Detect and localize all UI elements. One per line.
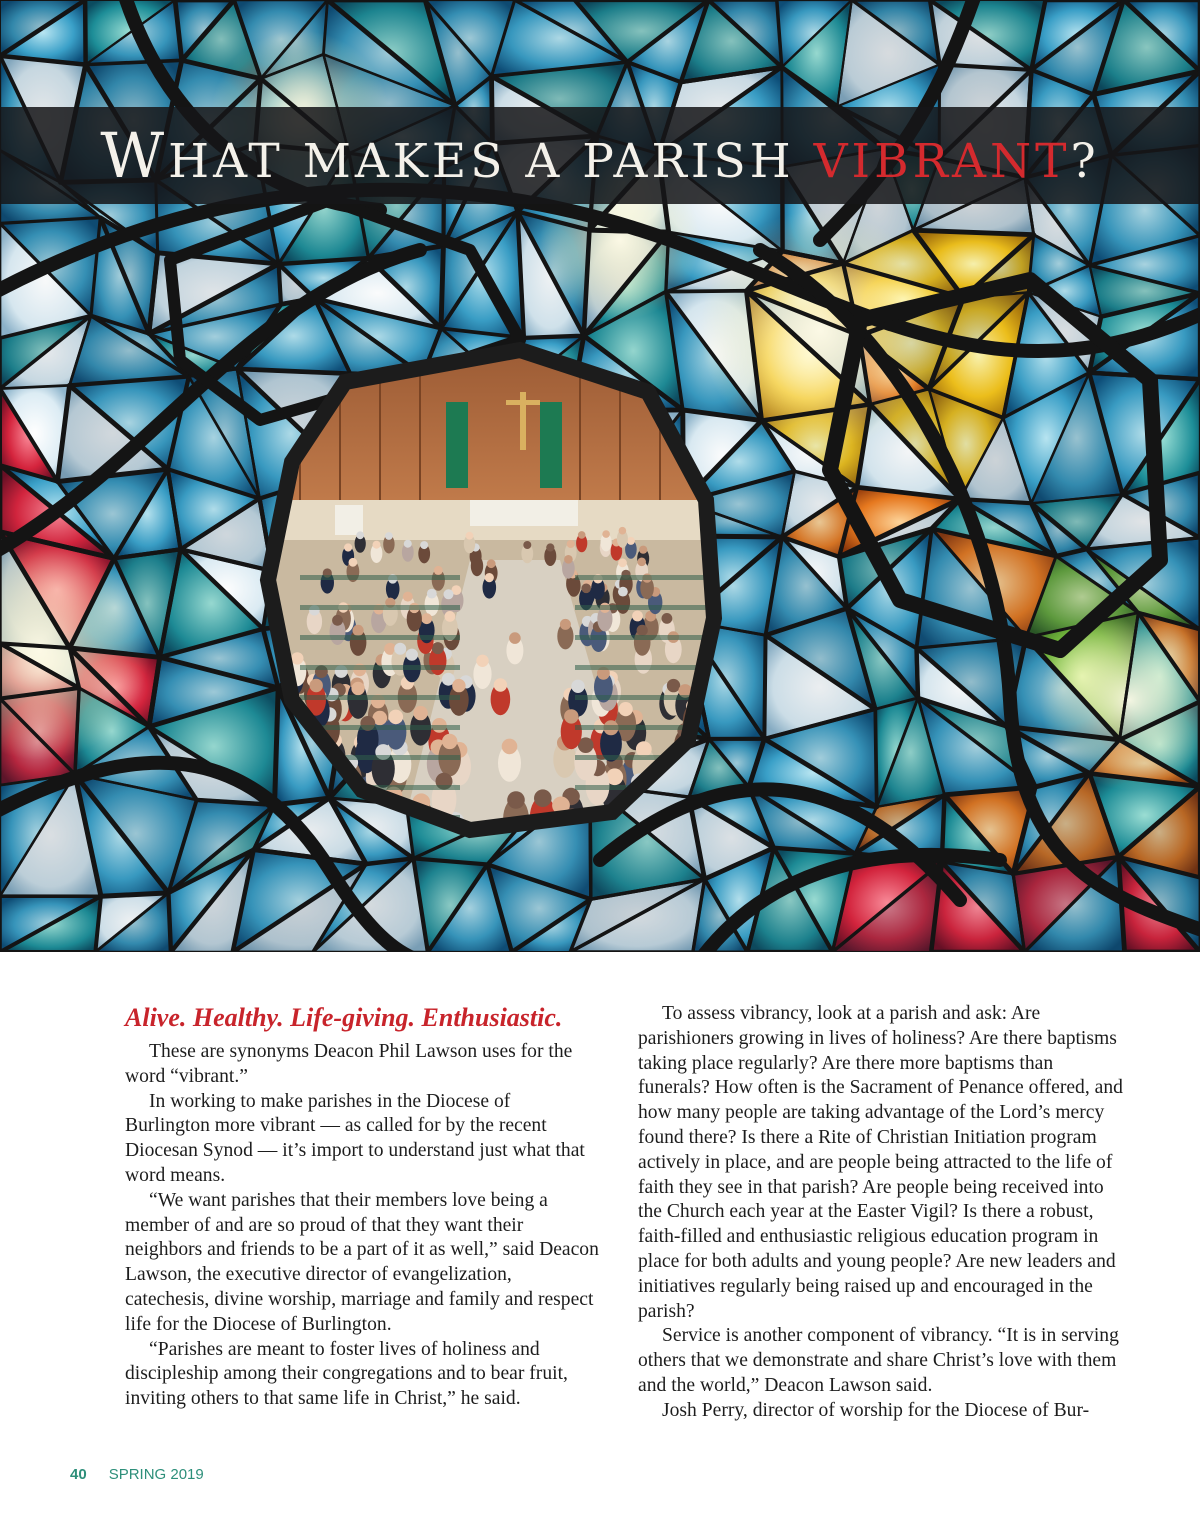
issue-label: SPRING 2019: [108, 1466, 204, 1483]
page-title: [0, 107, 1200, 204]
article-paragraph: “We want parishes that their members love being a member of and are so proud of that they want their neighbors and friends to be a part of it as well,” said Deacon Lawson, the executive director of evangelization, catechesis, divine worship, marriage and family and respect life for the Diocese of Burlington.: [125, 1189, 599, 1335]
article-column-right: [638, 1002, 1128, 1424]
title-accent-word: VIBRANT: [813, 134, 1071, 189]
article-paragraph: “Parishes are meant to foster lives of holiness and discipleship among their congregations and to bear fruit, inviting others to that same life in Christ,” he said.: [125, 1338, 568, 1410]
article-kicker: Alive. Healthy. Life-giving. Enthusiastic.: [125, 1003, 563, 1032]
article-paragraph: Service is another component of vibrancy. “It is in serving others that we demonstrate and share Christ’s love with them and the world,” Deacon Lawson said.: [638, 1325, 1119, 1396]
article-paragraph: To assess vibrancy, look at a parish and ask: Are parishioners growing in lives of holiness? Are there baptisms taking place regularly? Are there more baptisms than funerals? How often is the Sacrament of Penance offered, and how many people are taking advantage of the Lord’s mercy found there? Is there a Rite of Christian Initiation program actively in place, and are people being attracted to the life of faith they see in that parish? Are people being received into the Church each year at the Easter Vigil? Is there a robust, faith-filled and enthusiastic religious education program in place for both adults and young people? Are new leaders and initiatives regularly being raised up and encouraged in the parish?: [638, 1003, 1123, 1322]
page-footer: [70, 1466, 204, 1483]
article-column-left: [125, 1002, 600, 1412]
title-text: HAT MAKES A PARISH: [168, 134, 814, 189]
page-number: 40: [70, 1466, 87, 1483]
article-paragraph: Josh Perry, director of worship for the Diocese of Bur-: [662, 1399, 1090, 1421]
article-paragraph: In working to make parishes in the Diocese of Burlington more vibrant — as called for by the recent Diocesan Synod — it’s import to understand just what that word means.: [125, 1090, 585, 1186]
article-paragraph: These are synonyms Deacon Phil Lawson uses for the word “vibrant.”: [125, 1041, 573, 1087]
title-initial: W: [100, 119, 169, 192]
title-question-mark: ?: [1070, 134, 1100, 189]
